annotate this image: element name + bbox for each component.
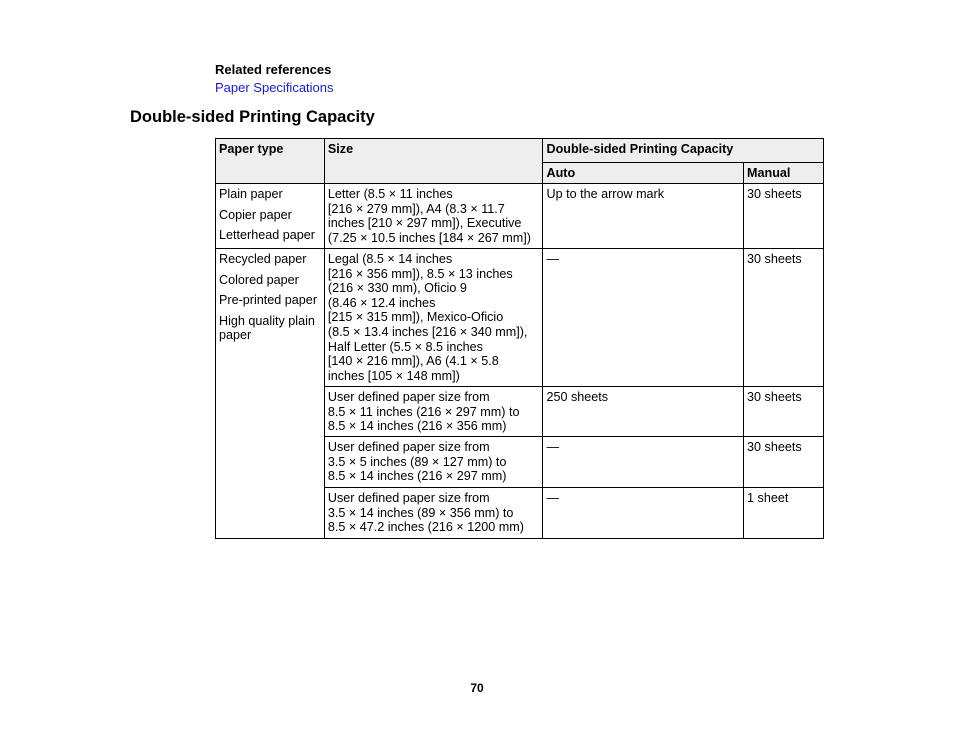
size-line: 8.5 × 11 inches (216 × 297 mm) to: [327, 404, 520, 419]
paper-type-item: Pre-printed paper: [219, 293, 318, 308]
header-manual: Manual: [744, 163, 824, 184]
paper-type-item: High quality plain paper: [219, 313, 315, 343]
manual-cell: 1 sheet: [744, 488, 824, 539]
related-references-title: Related references: [215, 62, 332, 77]
size-line: (216 × 330 mm), Oficio 9: [327, 281, 467, 296]
table-row: [216, 249, 824, 387]
manual-cell: 30 sheets: [744, 249, 824, 387]
size-line: (7.25 × 10.5 inches [184 × 267 mm]): [327, 230, 531, 245]
auto-cell: —: [543, 437, 744, 488]
section-heading: Double-sided Printing Capacity: [130, 108, 375, 126]
header-capacity: Double-sided Printing Capacity: [543, 139, 824, 163]
size-line: 3.5 × 14 inches (89 × 356 mm) to: [327, 505, 514, 520]
paper-type-cell: [216, 184, 325, 249]
size-cell: [324, 184, 543, 249]
size-line: [216 × 279 mm]), A4 (8.3 × 11.7: [327, 201, 505, 216]
paper-type-item: Copier paper: [219, 207, 292, 222]
paper-type-item: Recycled paper: [219, 252, 307, 266]
size-cell: [324, 387, 543, 437]
size-line: 8.5 × 14 inches (216 × 297 mm): [327, 469, 507, 484]
size-line: inches [105 × 148 mm]): [327, 368, 460, 383]
size-line: inches [210 × 297 mm]), Executive: [327, 216, 522, 231]
paper-type-item: Letterhead paper: [219, 228, 315, 243]
paper-type-cell: [216, 249, 325, 539]
auto-cell: —: [543, 249, 744, 387]
size-line: User defined paper size from: [327, 491, 490, 505]
size-line: [216 × 356 mm]), 8.5 × 13 inches: [327, 266, 513, 281]
size-cell: [324, 488, 543, 539]
size-line: 8.5 × 14 inches (216 × 356 mm): [327, 419, 507, 434]
size-line: 3.5 × 5 inches (89 × 127 mm) to: [327, 454, 507, 469]
header-size: Size: [324, 139, 543, 184]
capacity-table: [215, 138, 824, 539]
header-paper-type: Paper type: [216, 139, 325, 184]
manual-cell: 30 sheets: [744, 437, 824, 488]
manual-cell: 30 sheets: [744, 184, 824, 249]
size-cell: [324, 437, 543, 488]
paper-specifications-link[interactable]: Paper Specifications: [215, 80, 334, 95]
size-line: [215 × 315 mm]), Mexico-Oficio: [327, 310, 504, 325]
size-line: User defined paper size from: [327, 440, 490, 454]
size-line: User defined paper size from: [327, 390, 490, 404]
size-line: Half Letter (5.5 × 8.5 inches: [327, 339, 483, 354]
page-number: 70: [470, 681, 484, 695]
manual-cell: 30 sheets: [744, 387, 824, 437]
auto-cell: Up to the arrow mark: [543, 184, 744, 249]
auto-cell: 250 sheets: [543, 387, 744, 437]
header-auto: Auto: [543, 163, 744, 184]
size-line: 8.5 × 47.2 inches (216 × 1200 mm): [327, 520, 524, 535]
auto-cell: —: [543, 488, 744, 539]
paper-type-item: Colored paper: [219, 272, 299, 287]
size-line: Letter (8.5 × 11 inches: [327, 187, 453, 201]
size-line: (8.5 × 13.4 inches [216 × 340 mm]),: [327, 324, 528, 339]
size-line: (8.46 × 12.4 inches: [327, 295, 436, 310]
table-row: [216, 184, 824, 249]
paper-type-item: Plain paper: [219, 187, 283, 201]
size-line: [140 × 216 mm]), A6 (4.1 × 5.8: [327, 354, 499, 369]
size-cell: [324, 249, 543, 387]
size-line: Legal (8.5 × 14 inches: [327, 252, 453, 266]
